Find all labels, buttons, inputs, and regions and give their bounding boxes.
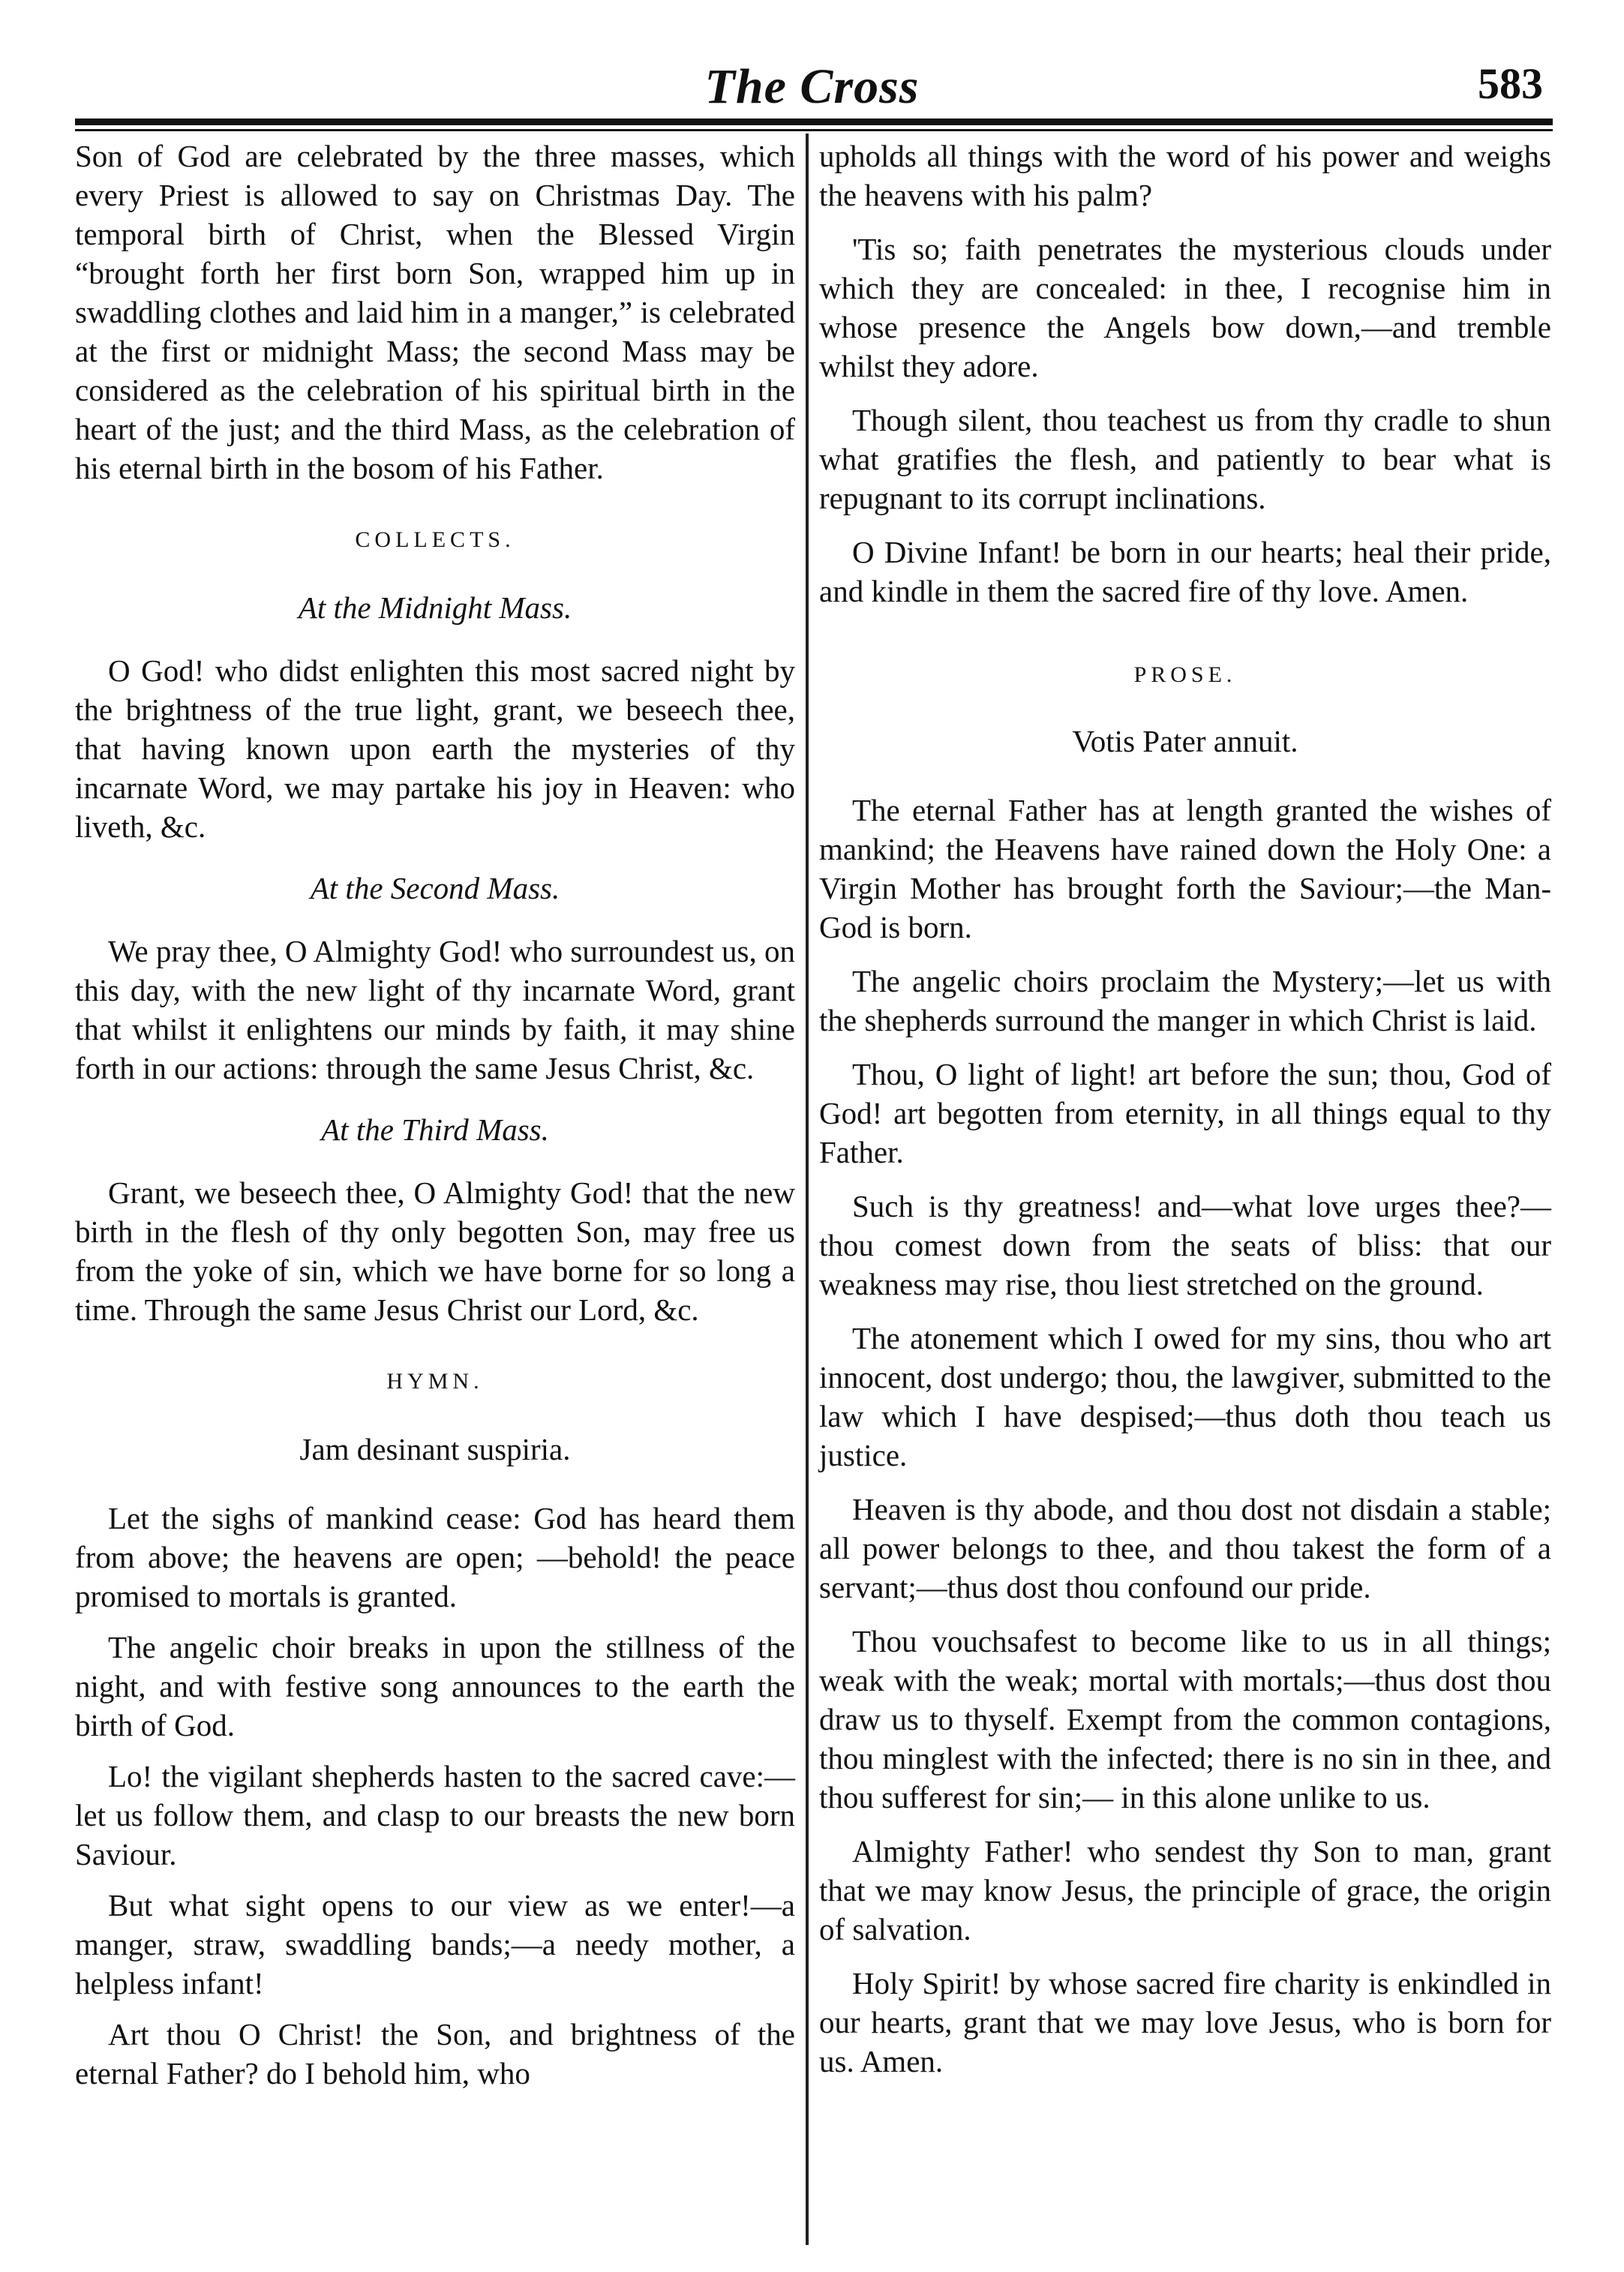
hymn-paragraph: O Divine Infant! be born in our hearts; heal their pride, and kindle in them the sacred fire of thy love. Amen. [819,535,1551,608]
prose-paragraph: Heaven is thy abode, and thou dost not disdain a stable; all power belongs to thee, and thou takest the form of a servant;—thus dost thou confound our pride. [819,1492,1551,1604]
header-rule-thin [75,129,1553,131]
prose-title: Votis Pater annuit. [1072,724,1298,758]
column-divider [806,134,809,2245]
left-opening-paragraph: Son of God are celebrated by the three masses, which every Priest is allowed to say on Christmas Day. The temporal birth of Christ, when the Blessed Virgin “brought forth her first born Son, wrapped him up in swaddling clothes and laid him in a manger,” is celebrated at the first or midnight Mass; the second Mass may be considered as the celebration of his spiritual birth in the heart of the just; and the third Mass, as the celebration of his eternal birth in the bosom of his Father. [75,139,795,485]
running-title: The Cross [704,59,920,114]
prose-paragraph: Almighty Father! who sendest thy Son to man, grant that we may know Jesus, the principle of grace, the origin of salvation. [819,1834,1551,1946]
prose-paragraph: The eternal Father has at length granted the wishes of mankind; the Heavens have rained down the Holy One: a Virgin Mother has brought forth the Saviour;—the Man-God is born. [819,793,1551,944]
hymn-paragraph: Lo! the vigilant shepherds hasten to the sacred cave:—let us follow them, and clasp to our breasts the new born Saviour. [75,1759,795,1871]
hymn-paragraph: The angelic choir breaks in upon the stillness of the night, and with festive song announces to the earth the birth of God. [75,1630,795,1742]
midnight-mass-heading: At the Midnight Mass. [298,590,572,625]
prose-paragraph: Thou vouchsafest to become like to us in all things; weak with the weak; mortal with mortals;—thus dost thou draw us to thyself. Exempt from the common contagions, thou minglest with the infected; there is no sin in thee, and thou sufferest for sin;— in this alone unlike to us. [819,1624,1551,1814]
header-rule-thick [75,119,1553,125]
midnight-mass-collect: O God! who didst enlighten this most sacred night by the brightness of the true light, grant, we beseech thee, that having known upon earth the mysteries of thy incarnate Word, we may partake his joy in Heaven: who liveth, &c. [75,653,795,844]
hymn-heading: HYMN. [386,1369,484,1394]
right-opening-paragraph: upholds all things with the word of his power and weighs the heavens with his palm? [819,139,1551,212]
second-mass-heading: At the Second Mass. [310,871,560,905]
prose-paragraph: Such is thy greatness! and—what love urges thee?—thou comest down from the seats of bliss: that our weakness may rise, thou liest stretched on the ground. [819,1189,1551,1301]
right-column [819,137,1551,2096]
collects-heading: COLLECTS. [355,527,515,552]
hymn-paragraph: Though silent, thou teachest us from thy cradle to shun what gratifies the flesh, and patiently to bear what is repugnant to its corrupt inclinations. [819,403,1551,515]
hymn-paragraph: Let the sighs of mankind cease: God has heard them from above; the heavens are open; —behold! the peace promised to mortals is granted. [75,1501,795,1613]
third-mass-collect: Grant, we beseech thee, O Almighty God! that the new birth in the flesh of thy only begotten Son, may free us from the yoke of sin, which we have borne for so long a time. Through the same Jesus Christ our Lord, &c. [75,1175,795,1327]
hymn-paragraph: 'Tis so; faith penetrates the mysterious clouds under which they are concealed: in thee, I recognise him in whose presence the Angels bow down,—and tremble whilst they adore. [819,232,1551,383]
page-header [68,38,1556,128]
prose-paragraph: Thou, O light of light! art before the sun; thou, God of God! art begotten from eternity, in all things equal to thy Father. [819,1057,1551,1169]
prose-paragraph: The angelic choirs proclaim the Mystery;—let us with the shepherds surround the manger in which Christ is laid. [819,964,1551,1037]
prose-heading: PROSE. [1133,662,1237,687]
hymn-title: Jam desinant suspiria. [299,1432,571,1466]
page-number: 583 [1478,59,1543,108]
prose-paragraph: The atonement which I owed for my sins, thou who art innocent, dost undergo; thou, the lawgiver, submitted to the law which I have despised;—thus doth thou teach us justice. [819,1321,1551,1472]
left-column [75,137,795,2105]
hymn-paragraph: But what sight opens to our view as we enter!—a manger, straw, swaddling bands;—a needy mother, a helpless infant! [75,1888,795,2000]
prose-paragraph: Holy Spirit! by whose sacred fire charity is enkindled in our hearts, grant that we may love Jesus, who is born for us. Amen. [819,1966,1551,2078]
second-mass-collect: We pray thee, O Almighty God! who surroundest us, on this day, with the new light of thy incarnate Word, grant that whilst it enlightens our minds by faith, it may shine forth in our actions: through the same Jesus Christ, &c. [75,934,795,1085]
hymn-paragraph: Art thou O Christ! the Son, and brightness of the eternal Father? do I behold him, who [75,2017,795,2090]
third-mass-heading: At the Third Mass. [321,1112,549,1147]
